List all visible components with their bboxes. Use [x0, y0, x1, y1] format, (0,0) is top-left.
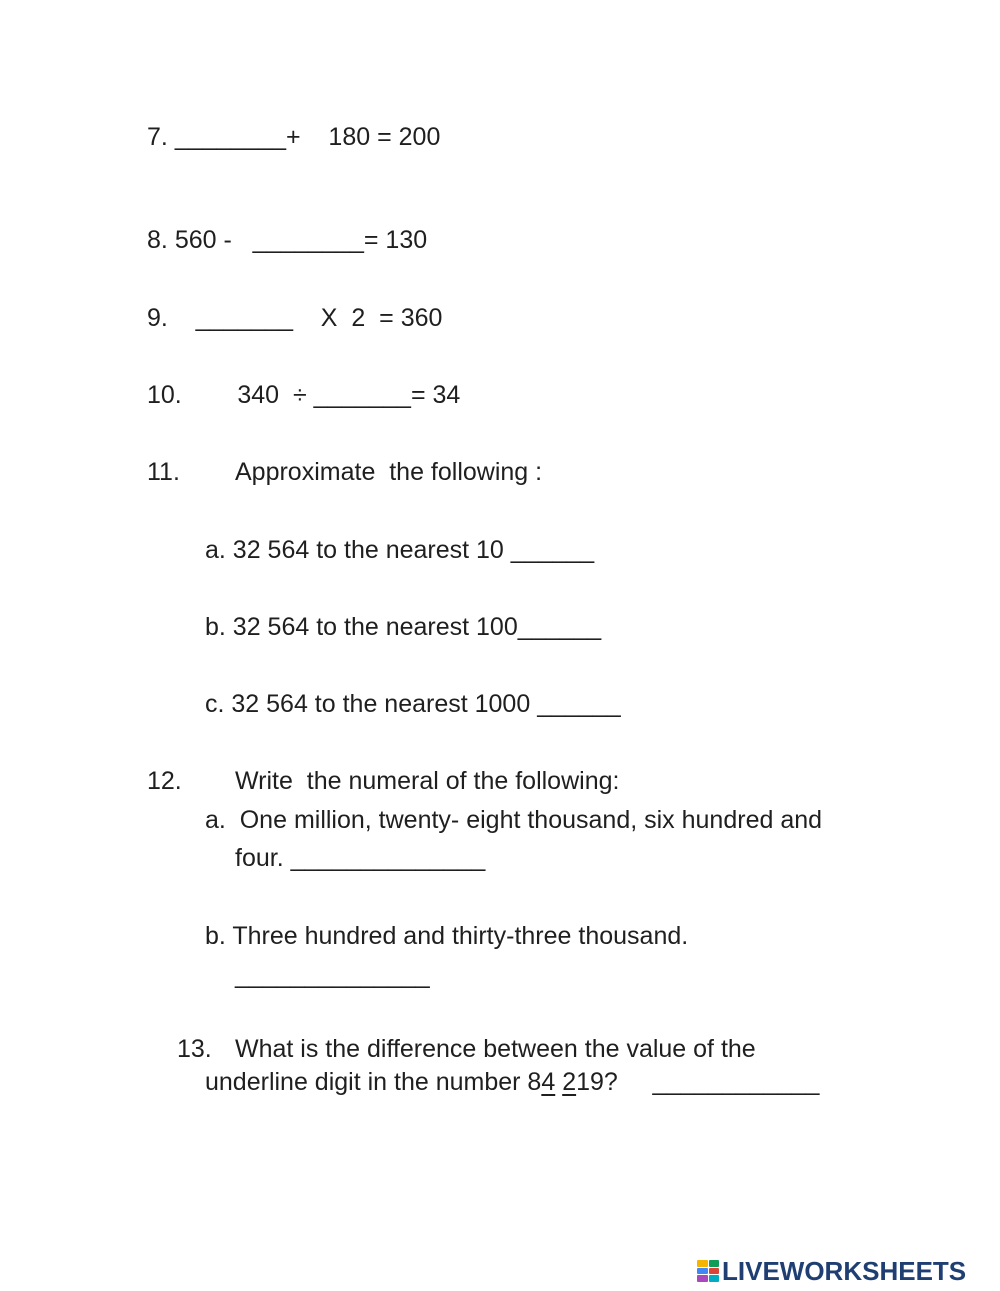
question-number: 10. [147, 381, 182, 409]
underlined-digit: 2 [562, 1068, 577, 1096]
underlined-digit: 4 [541, 1068, 556, 1096]
question-12-a-line2: four. ______________ [235, 844, 486, 872]
equation-text: = 34 [410, 381, 461, 409]
logo-blocks-icon [697, 1260, 719, 1282]
question-number: 9. [147, 304, 168, 332]
question-13-number: 13. [177, 1035, 212, 1063]
question-12-title: Write the numeral of the following: [235, 767, 620, 795]
question-number: 7. [147, 123, 168, 151]
question-12-b-line1: b. Three hundred and thirty-three thousand. [205, 922, 689, 950]
question-11-title: Approximate the following : [235, 458, 543, 486]
logo-text: LIVEWORKSHEETS [722, 1255, 967, 1286]
answer-blank[interactable]: ____________ [652, 1068, 820, 1096]
question-11-b: b. 32 564 to the nearest 100______ [205, 613, 602, 641]
question-7 [147, 122, 440, 152]
answer-blank[interactable]: _______ [195, 304, 293, 332]
equation-text: 340 ÷ [237, 381, 314, 409]
equation-text: = 130 [363, 226, 428, 254]
question-8 [147, 225, 427, 255]
equation-text: + 180 = 200 [286, 123, 441, 151]
question-11-a: a. 32 564 to the nearest 10 ______ [205, 536, 595, 564]
answer-blank[interactable]: _______ [313, 381, 411, 409]
question-13-line2 [205, 1067, 819, 1097]
question-text: 19? [576, 1068, 618, 1096]
answer-blank[interactable]: ________ [174, 123, 287, 151]
liveworksheets-logo [697, 1256, 966, 1286]
question-12-a-line1: a. One million, twenty- eight thousand, six hundred and [205, 806, 823, 834]
question-number: 8. [147, 226, 168, 254]
question-12-number: 12. [147, 767, 182, 795]
question-10 [147, 380, 460, 410]
question-9 [147, 303, 442, 333]
question-text: underline digit in the number 8 [205, 1068, 542, 1096]
answer-blank[interactable]: ________ [252, 226, 364, 254]
equation-text: 560 - [174, 226, 253, 254]
equation-text: X 2 = 360 [320, 304, 443, 332]
question-12-b-line2[interactable]: ______________ [235, 961, 430, 989]
question-11-number: 11. [147, 458, 180, 486]
question-11-c: c. 32 564 to the nearest 1000 ______ [205, 690, 621, 718]
question-13-line1: What is the difference between the value of the [235, 1035, 756, 1063]
